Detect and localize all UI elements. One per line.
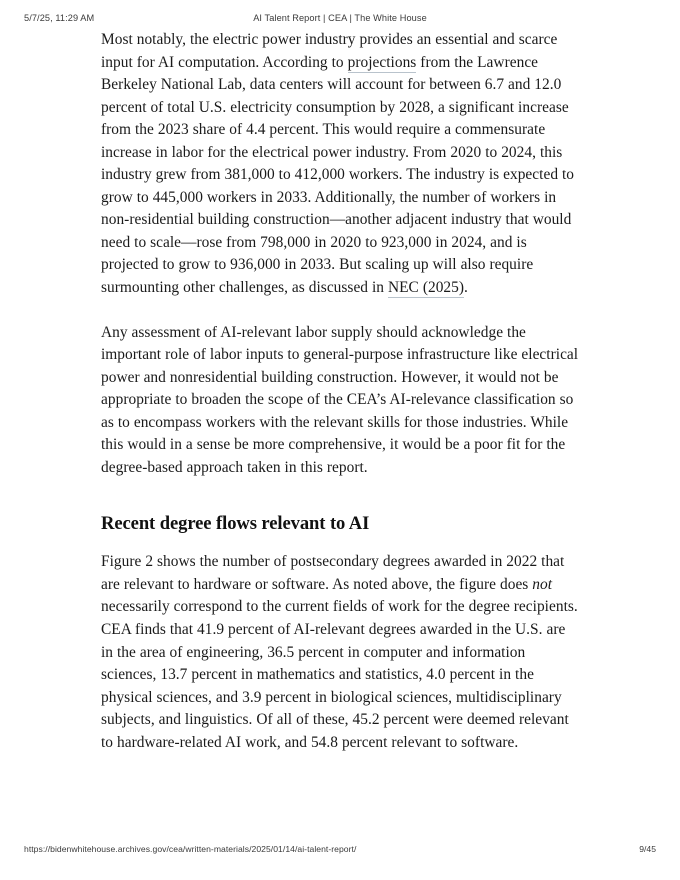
paragraph3-text-part1: Figure 2 shows the number of postsecondary degrees awarded in 2022 that are relevant to hardware or software. As noted above, the figure does [101,553,565,593]
heading-spacer [101,499,579,511]
paragraph-figure2 [101,551,579,754]
paragraph3-text-part2: necessarily correspond to the current fields of work for the degree recipients. CEA finds that 41.9 percent of AI-relevant degrees awarded in the U.S. are in the area of engineering, 36.5 percent in computer and information sciences, 13.7 percent in mathematics and statistics, 4.0 percent in the physical sciences, and 3.9 percent in biological sciences, multidisciplinary subjects, and linguistics. Of all of these, 45.2 percent were deemed relevant to hardware-related AI work, and 54.8 percent relevant to software. [101,598,578,751]
paragraph-electric-power [101,29,579,300]
print-footer [0,844,680,858]
section-heading-recent-degree-flows: Recent degree flows relevant to AI [101,513,370,535]
paragraph1-text-part2: from the Lawrence Berkeley National Lab, data centers will account for between 6.7 and 12.0 percent of total U.S. electricity consumption by 2028, a significant increase from the 2023 share of 4.4 percent. This would require a commensurate increase in labor for the electrical power industry. From 2020 to 2024, this industry grew from 381,000 to 412,000 workers. The industry is expected to grow to 445,000 workers in 2033. Additionally, the number of workers in non-residential building construction—another adjacent industry that would need to scale—rose from 798,000 in 2020 to 923,000 in 2024, and is projected to grow to 936,000 in 2033. But scaling up will also require surmounting other challenges, as discussed in [101,53,575,297]
paragraph1-text-part1: Most notably, the electric power industry provides an essential and scarce input for AI computation. According to [101,31,558,71]
paragraph-labor-supply: Any assessment of AI-relevant labor supply should acknowledge the important role of labor inputs to general-purpose infrastructure like electrical power and nonresidential building construction. However, it would not be appropriate to broaden the scope of the CEA’s AI-relevance classification so as to encompass workers with the relevant skills for those industries. While this would in a sense be more comprehensive, it would be a poor fit for the degree-based approach taken in this report. [101,323,579,476]
print-header-timestamp: 5/7/25, 11:29 AM [24,13,95,23]
print-header [0,13,680,27]
paragraph3-emphasis-not: not [532,575,553,593]
article-content [101,29,579,776]
print-footer-url: https://bidenwhitehouse.archives.gov/cea/written-materials/2025/01/14/ai-talent-report/ [24,844,357,854]
print-header-title: AI Talent Report | CEA | The White House [253,13,427,23]
paragraph1-text-part3: . [464,279,468,297]
link-nec-2025[interactable]: NEC (2025) [387,279,465,297]
link-projections[interactable]: projections [347,53,417,71]
print-footer-page-number: 9/45 [639,844,656,854]
